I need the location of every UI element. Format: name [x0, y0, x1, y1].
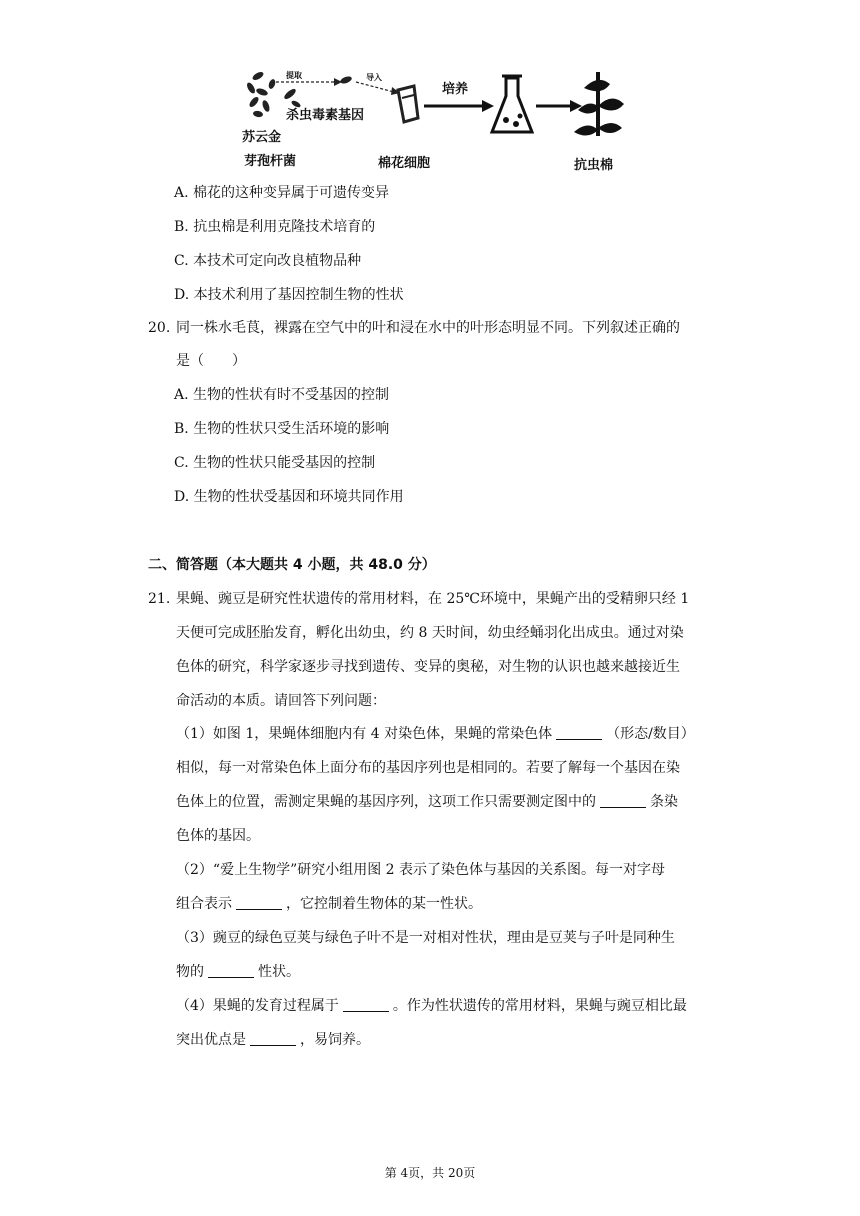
section-heading: 二、简答题（本大题共 4 小题，共 48.0 分）: [148, 557, 436, 573]
answer-blank-4[interactable]: [208, 963, 254, 978]
answer-blank-3[interactable]: [236, 895, 282, 910]
q21-part1-line1: （1）如图 1，果蝇体细胞内有 4 对染色体，果蝇的常染色体 （形态/数目）: [176, 726, 695, 742]
q19-option-b: B. 抗虫棉是利用克隆技术培育的: [174, 219, 376, 235]
cotton-plant-icon: [574, 72, 624, 136]
bacteria-label-line2: 芽孢杆菌: [244, 154, 297, 169]
q21-part3-line2: 物的 性状。: [176, 964, 300, 980]
q20-number: 20.: [148, 320, 171, 336]
q21-part4-line1: （4）果蝇的发育过程属于 。作为性状遗传的常用材料，果蝇与豌豆相比最: [176, 998, 687, 1014]
q21-number: 21.: [148, 591, 171, 607]
q19-option-c: C. 本技术可定向改良植物品种: [174, 253, 362, 269]
q21-part1-line2: 相似，每一对常染色体上面分布的基因序列也是相同的。若要了解每一个基因在染: [176, 760, 680, 776]
flask-icon: [492, 76, 532, 132]
answer-blank-5[interactable]: [343, 997, 389, 1012]
q21-intro-line1: 果蝇、豌豆是研究性状遗传的常用材料，在 25℃环境中，果蝇产出的受精卵只经 1: [176, 591, 690, 607]
import-arrow: [356, 82, 394, 92]
q21-intro-line3: 色体的研究，科学家逐步寻找到遗传、变异的奥秘，对生物的认识也越来越接近生: [176, 659, 680, 675]
transgenic-cotton-figure: [238, 62, 628, 174]
result-label: 抗虫棉: [574, 158, 614, 173]
bacteria-label-line1: 苏云金: [242, 130, 282, 145]
answer-blank-1[interactable]: [556, 725, 602, 740]
cotton-cell-label: 棉花细胞: [378, 156, 431, 171]
extract-label: 提取: [286, 71, 302, 80]
cotton-cell-icon: [398, 86, 418, 122]
q21-part3-line1: （3）豌豆的绿色豆荚与绿色子叶不是一对相对性状，理由是豆荚与子叶是同种生: [176, 930, 675, 946]
q21-part1-line4: 色体的基因。: [176, 828, 260, 844]
bacteria-icon: [245, 70, 276, 117]
q21-part2-line2: 组合表示 ，它控制着生物体的某一性状。: [176, 896, 482, 912]
page-footer: 第 4页，共 20页: [384, 1166, 476, 1180]
q20-stem-line1: 同一株水毛茛，裸露在空气中的叶和浸在水中的叶形态明显不同。下列叙述正确的: [176, 320, 680, 336]
answer-blank-6[interactable]: [250, 1031, 296, 1046]
q20-option-a: A. 生物的性状有时不受基因的控制: [174, 387, 390, 403]
q21-part4-line2: 突出优点是 ，易饲养。: [176, 1032, 370, 1048]
q20-stem-line2: 是（ ）: [176, 353, 246, 369]
q19-option-d: D. 本技术利用了基因控制生物的性状: [174, 287, 404, 303]
q21-part1-line3: 色体上的位置，需测定果蝇的基因序列，这项工作只需要测定图中的 条染: [176, 794, 678, 810]
q21-intro-line2: 天便可完成胚胎发育，孵化出幼虫，约 8 天时间，幼虫经蛹羽化出成虫。通过对染: [176, 625, 684, 641]
q20-option-b: B. 生物的性状只受生活环境的影响: [174, 421, 390, 437]
import-label: 导入: [366, 73, 382, 82]
answer-blank-2[interactable]: [600, 793, 646, 808]
q21-intro-line4: 命活动的本质。请回答下列问题：: [176, 693, 386, 709]
culture-label: 培养: [442, 82, 469, 97]
q19-option-a: A. 棉花的这种变异属于可遗传变异: [174, 185, 390, 201]
gene-label: 杀虫毒素基因: [286, 108, 365, 123]
q20-option-c: C. 生物的性状只能受基因的控制: [174, 455, 376, 471]
q21-part2-line1: （2）“爱上生物学”研究小组用图 2 表示了染色体与基因的关系图。每一对字母: [176, 862, 666, 878]
q20-option-d: D. 生物的性状受基因和环境共同作用: [174, 489, 404, 505]
